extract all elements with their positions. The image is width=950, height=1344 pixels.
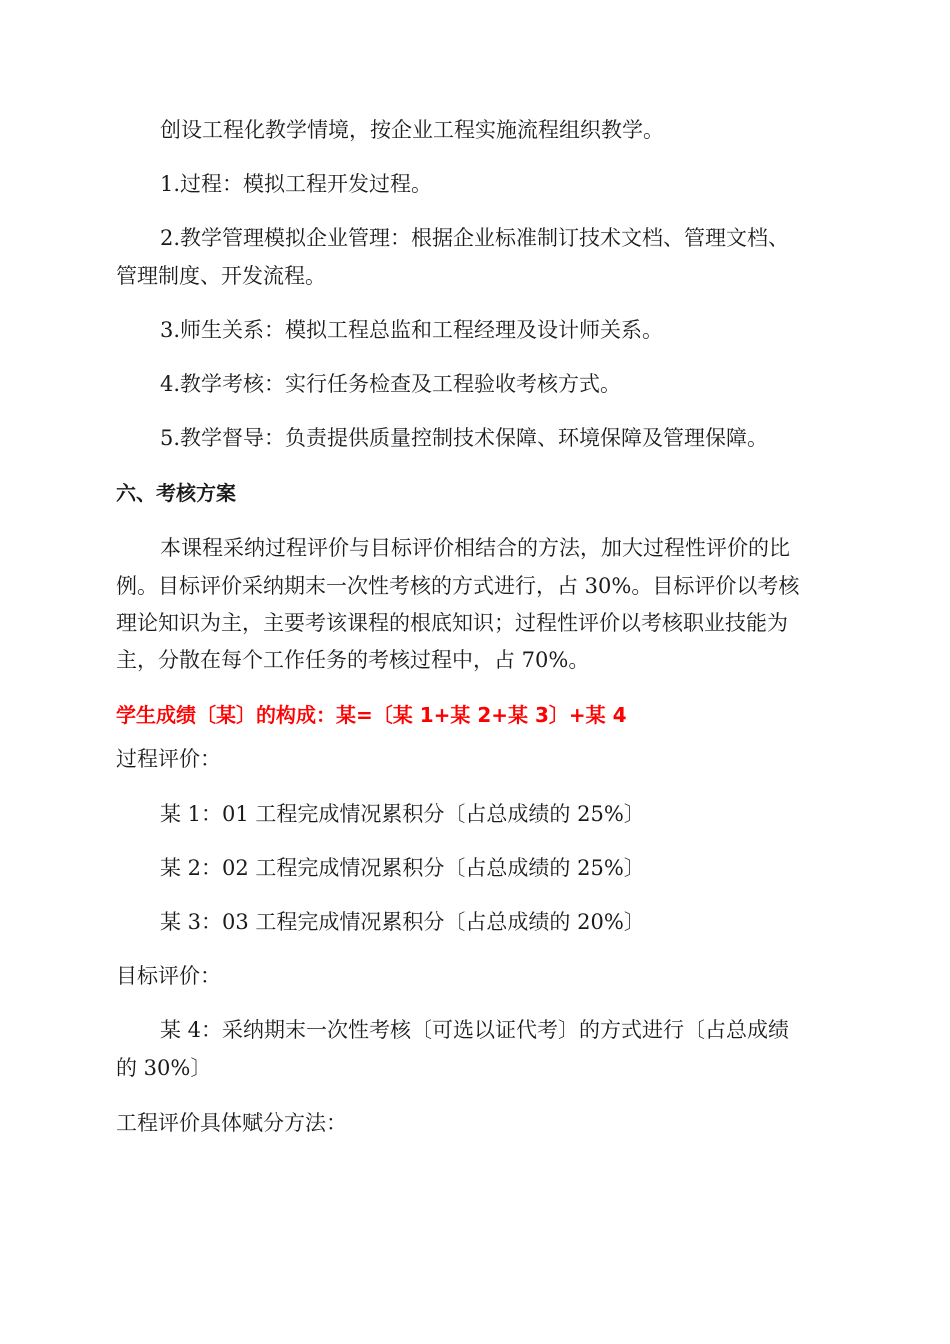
component-x1: 某 1：01 工程完成情况累积分〔占总成绩的 25%〕 (160, 802, 645, 826)
intro-line3: 理论知识为主，主要考该课程的根底知识；过程性评价以考核职业技能为 (116, 611, 788, 635)
paragraph-supervision: 5.教学督导：负责提供质量控制技术保障、环境保障及管理保障。 (160, 426, 769, 450)
grade-formula: 学生成绩〔某〕的构成：某=〔某 1+某 2+某 3〕+某 4 (116, 703, 627, 727)
component-x4-line2: 的 30%〕 (116, 1056, 212, 1080)
process-eval-label: 过程评价： (116, 747, 221, 771)
section-heading: 六、考核方案 (116, 481, 236, 505)
intro-line2: 例。目标评价采纳期末一次性考核的方式进行，占 30%。目标评价以考核 (116, 574, 800, 598)
component-x3: 某 3：03 工程完成情况累积分〔占总成绩的 20%〕 (160, 910, 645, 934)
intro-line1: 本课程采纳过程评价与目标评价相结合的方法，加大过程性评价的比 (160, 536, 790, 560)
paragraph-process: 1.过程：模拟工程开发过程。 (160, 172, 433, 196)
paragraph-teaching-context: 创设工程化教学情境，按企业工程实施流程组织教学。 (160, 118, 664, 142)
target-eval-label: 目标评价： (116, 964, 221, 988)
intro-line4: 主，分散在每个工作任务的考核过程中，占 70%。 (116, 648, 590, 672)
component-x2: 某 2：02 工程完成情况累积分〔占总成绩的 25%〕 (160, 856, 645, 880)
paragraph-management-line1: 2.教学管理模拟企业管理：根据企业标准制订技术文档、管理文档、 (160, 226, 790, 250)
paragraph-assessment: 4.教学考核：实行任务检查及工程验收考核方式。 (160, 372, 622, 396)
paragraph-management-line2: 管理制度、开发流程。 (116, 264, 326, 288)
paragraph-teacher-student: 3.师生关系：模拟工程总监和工程经理及设计师关系。 (160, 318, 664, 342)
component-x4-line1: 某 4：采纳期末一次性考核〔可选以证代考〕的方式进行〔占总成绩 (160, 1018, 790, 1042)
scoring-method-label: 工程评价具体赋分方法： (116, 1111, 347, 1135)
